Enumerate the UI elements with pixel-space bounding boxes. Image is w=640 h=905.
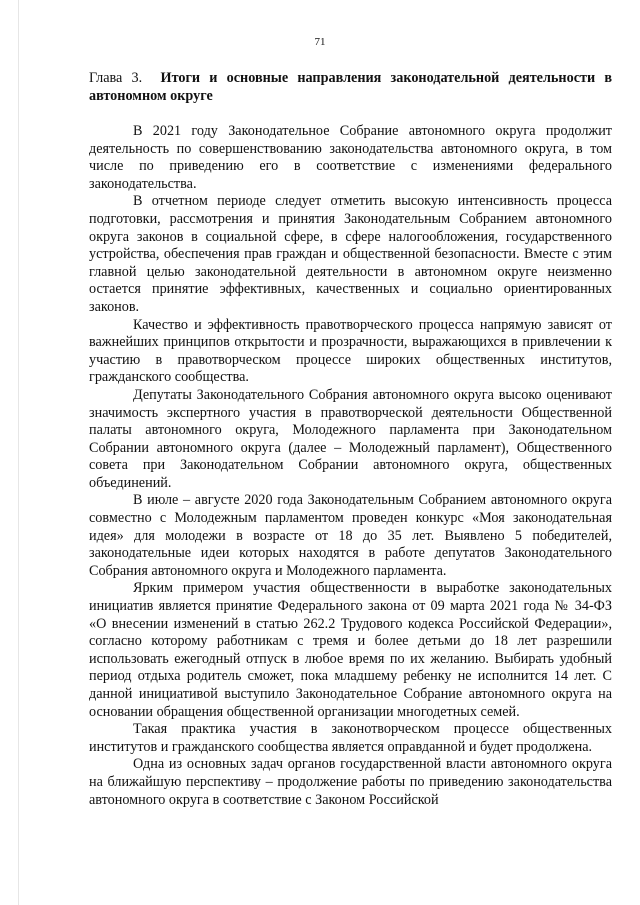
paragraph: В отчетном периоде следует отметить высокую интенсивность процесса подготовки, рассмотрения и принятия Законодательным Собранием автономного округа законов в социальной сфере, в сфере налогообложения, государственного устройства, обеспечения прав граждан и общественной безопасности. Вместе с этим главной целью законодательной деятельности в автономном округе неизменно остается принятие эффективных, качественных и социально ориентированных законов.	[89, 193, 612, 315]
chapter-title: Итоги и основные направления законодательной деятельности в автономном округе	[89, 70, 612, 104]
paragraph: Ярким примером участия общественности в выработке законодательных инициатив является принятие Федерального закона от 09 марта 2021 года № 34-ФЗ «О внесении изменений в статью 262.2 Трудового кодекса Российской Федерации», согласно которому работникам с тремя и более детьми до 18 лет разрешили использовать ежегодный отпуск в любое время по их желанию. Выбирать удобный период отдыха родитель сможет, пока младшему ребенку не исполнится 14 лет. С данной инициативой выступило Законодательное Собрание автономного округа на основании обращения общественной организации многодетных семей.	[89, 580, 612, 720]
paragraph: Такая практика участия в законотворческом процессе общественных институтов и гражданского сообщества является оправданной и будет продолжена.	[89, 721, 612, 755]
paragraph: В июле – августе 2020 года Законодательным Собранием автономного округа совместно с Молодежным парламентом проведен конкурс «Моя законодательная идея» для молодежи в возрасте от 18 до 35 лет. Выявлено 5 победителей, законодательные идеи которых находятся в работе депутатов Законодательного Собрания автономного округа и Молодежного парламента.	[89, 492, 612, 579]
document-body	[89, 123, 612, 809]
paragraph: Депутаты Законодательного Собрания автономного округа высоко оценивают значимость экспертного участия в правотворческой деятельности Общественной палаты автономного округа, Молодежного парламента при Законодательном Собрании автономного округа (далее – Молодежный парламент), Общественного совета при Законодательном Собрании автономного округа, общественных объединений.	[89, 386, 612, 491]
paragraph: Качество и эффективность правотворческого процесса напрямую зависят от важнейших принципов открытости и прозрачности, выражающихся в привлечении к участию в правотворческом процессе широких общественных институтов, гражданского сообщества.	[89, 316, 612, 386]
page-number: 71	[314, 36, 326, 48]
chapter-heading	[89, 69, 612, 105]
scan-edge	[18, 0, 19, 905]
chapter-number: Глава 3.	[89, 70, 143, 86]
paragraph: В 2021 году Законодательное Собрание автономного округа продолжит деятельность по совершенствованию законодательства автономного округа, в том числе по приведению его в соответствие с изменениями федерального законодательства.	[89, 123, 612, 192]
paragraph: Одна из основных задач органов государственной власти автономного округа на ближайшую перспективу – продолжение работы по приведению законодательства автономного округа в соответствие с Законом Российской	[89, 756, 612, 808]
